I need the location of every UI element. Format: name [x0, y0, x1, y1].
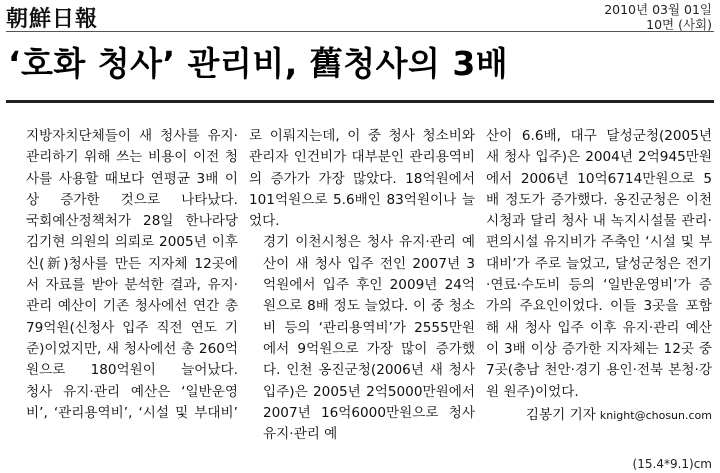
paragraph: 산이 6.6배, 대구 달성군청(2005년 새 청사 입주)은 2004년 2억945만원에서 2006년 10억6714만원으로 5배 정도가 증가했다. 옹진군청은 이천시청과 달리 청사 내 녹지시설물 관리·편의시설 유지비가 주축인 ‘시설 및 부대비’가 주로 늘었고, 달성군청은 전기·연료·수도비 등의 ‘일반운영비’가 증가의 주요인이었다. 이들 3곳을 포함해 새 청사 입주 이후 유지·관리 예산이 3배 이상 증가한 지자체는 12곳 중 7곳(충남 천안·경기 용인·전북 본청·강원 원주)이었다.: [486, 128, 712, 400]
top-rule: [6, 31, 714, 32]
article-body: [12, 126, 712, 456]
paragraph: 경기 이천시청은 청사 유지·관리 예산이 새 청사 입주 전인 2007년 3억원에서 입주 후인 2009년 24억원으로 8배 정도 늘었다. 이 중 청소비 등의 ‘관리용역비’가 2555만원에서 9억원으로 가장 많이 증가했다. 인천 옹진군청(2006년 새 청사 입주)은 2005년 2억5000만원에서 2007년 16억6000만원으로 청사 유지·관리 예: [263, 234, 475, 443]
paragraph: 로 이뤄지는데, 이 중 청사 청소비와 관리자 인건비가 대부분인 관리용역비의 증가가 가장 많았다. 18억원에서 101억원으로 5.6배인 83억원이나 늘었다.: [249, 128, 475, 230]
article-column-1: [12, 126, 238, 424]
article-column-3: [486, 126, 712, 426]
paragraph: 국회예산정책처가 28일 한나라당 김기현 의원의 의뢰로 2005년 이후 신(新)청사를 만든 지자체 12곳에서 자료를 받아 분석한 결과, 유지·관리 예산이 기존 청사에선 연간 총 79억원(신청사 입주 직전 연도 기준)이었지만, 새 청사에선 총 260억원으로 180억원이 늘어났다.: [26, 213, 238, 379]
article-headline: ‘호화 청사’ 관리비, 舊청사의 3배: [8, 44, 509, 83]
page-section: 10면 (사회): [646, 17, 712, 32]
issue-meta: [604, 2, 712, 32]
article-column-2: [249, 126, 475, 445]
headline-rule: [6, 100, 714, 103]
clipping-size: (15.4*9.1)cm: [632, 457, 712, 471]
reporter-name: 김봉기 기자: [525, 406, 596, 423]
byline: [486, 405, 712, 426]
issue-date: 2010년 03월 01일: [604, 2, 712, 17]
paragraph: 지방자치단체들이 새 청사를 유지·관리하기 위해 쓰는 비용이 이전 청사를 사용할 때보다 연평균 3배 이상 증가한 것으로 나타났다.: [26, 128, 238, 208]
newspaper-masthead: 朝鮮日報: [6, 6, 99, 32]
paragraph: 청사 유지·관리 예산은 ‘일반운영비’, ‘관리용역비’, ‘시설 및 부대비’: [26, 383, 238, 421]
reporter-email: knight@chosun.com: [599, 408, 712, 422]
